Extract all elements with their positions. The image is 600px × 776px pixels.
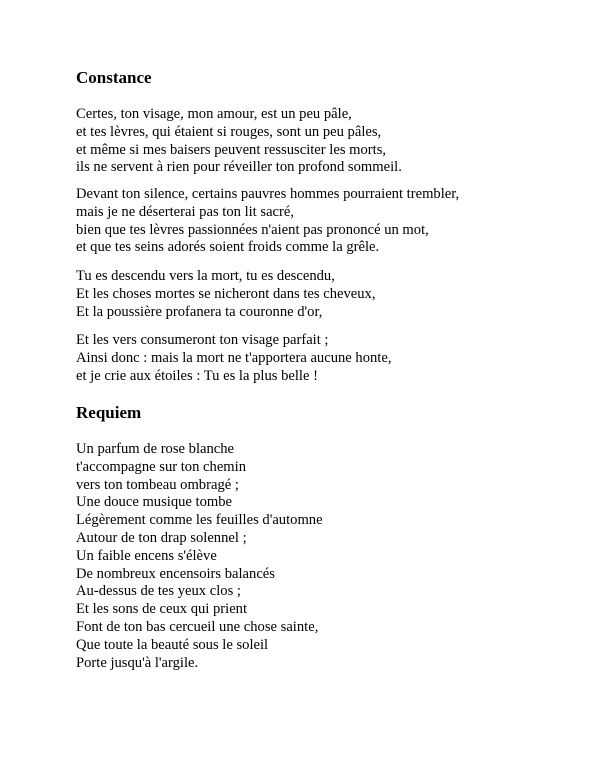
- verse-line: Autour de ton drap solennel ;: [76, 529, 247, 546]
- verse-line: De nombreux encensoirs balancés: [76, 565, 275, 582]
- verse-line: Un parfum de rose blanche: [76, 441, 235, 457]
- verse-line: Font de ton bas cercueil une chose sainte,: [76, 618, 319, 635]
- verse-line: Un faible encens s'élève: [76, 547, 217, 564]
- verse-line: bien que tes lèvres passionnées n'aient pas prononcé un mot,: [76, 221, 429, 238]
- poem-title-requiem: Requiem: [76, 403, 142, 422]
- verse-line: t'accompagne sur ton chemin: [76, 458, 246, 475]
- verse-line: Légèrement comme les feuilles d'automne: [76, 512, 323, 529]
- stanza-requiem-1: [76, 441, 323, 672]
- verse-line: et que tes seins adorés soient froids comme la grêle.: [76, 239, 380, 256]
- verse-line: ils ne servent à rien pour réveiller ton profond sommeil.: [76, 159, 402, 176]
- verse-line: et tes lèvres, qui étaient si rouges, sont un peu pâles,: [76, 123, 382, 140]
- verse-line: Tu es descendu vers la mort, tu es descendu,: [76, 268, 335, 284]
- verse-line: Et les vers consumeront ton visage parfait ;: [76, 332, 329, 348]
- verse-line: Porte jusqu'à l'argile.: [76, 654, 199, 671]
- poem-title-constance: Constance: [76, 68, 152, 87]
- stanza-constance-4: [76, 332, 392, 385]
- verse-line: Une douce musique tombe: [76, 494, 233, 511]
- stanza-constance-1: [76, 106, 402, 177]
- verse-line: Et la poussière profanera ta couronne d'or,: [76, 303, 323, 320]
- verse-line: Et les sons de ceux qui prient: [76, 601, 248, 618]
- verse-line: Et les choses mortes se nicheront dans tes cheveux,: [76, 285, 376, 302]
- verse-line: Certes, ton visage, mon amour, est un peu pâle,: [76, 106, 352, 122]
- verse-line: Ainsi donc : mais la mort ne t'apportera aucune honte,: [76, 349, 392, 366]
- verse-line: et même si mes baisers peuvent ressusciter les morts,: [76, 141, 387, 158]
- verse-line: Au-dessus de tes yeux clos ;: [76, 583, 241, 600]
- stanza-constance-3: [76, 268, 376, 321]
- stanza-constance-2: [76, 186, 459, 257]
- verse-line: vers ton tombeau ombragé ;: [76, 476, 239, 493]
- verse-line: Que toute la beauté sous le soleil: [76, 636, 269, 653]
- verse-line: Devant ton silence, certains pauvres hommes pourraient trembler,: [76, 186, 460, 202]
- verse-line: mais je ne déserterai pas ton lit sacré,: [76, 203, 295, 220]
- verse-line: et je crie aux étoiles : Tu es la plus belle !: [76, 367, 318, 384]
